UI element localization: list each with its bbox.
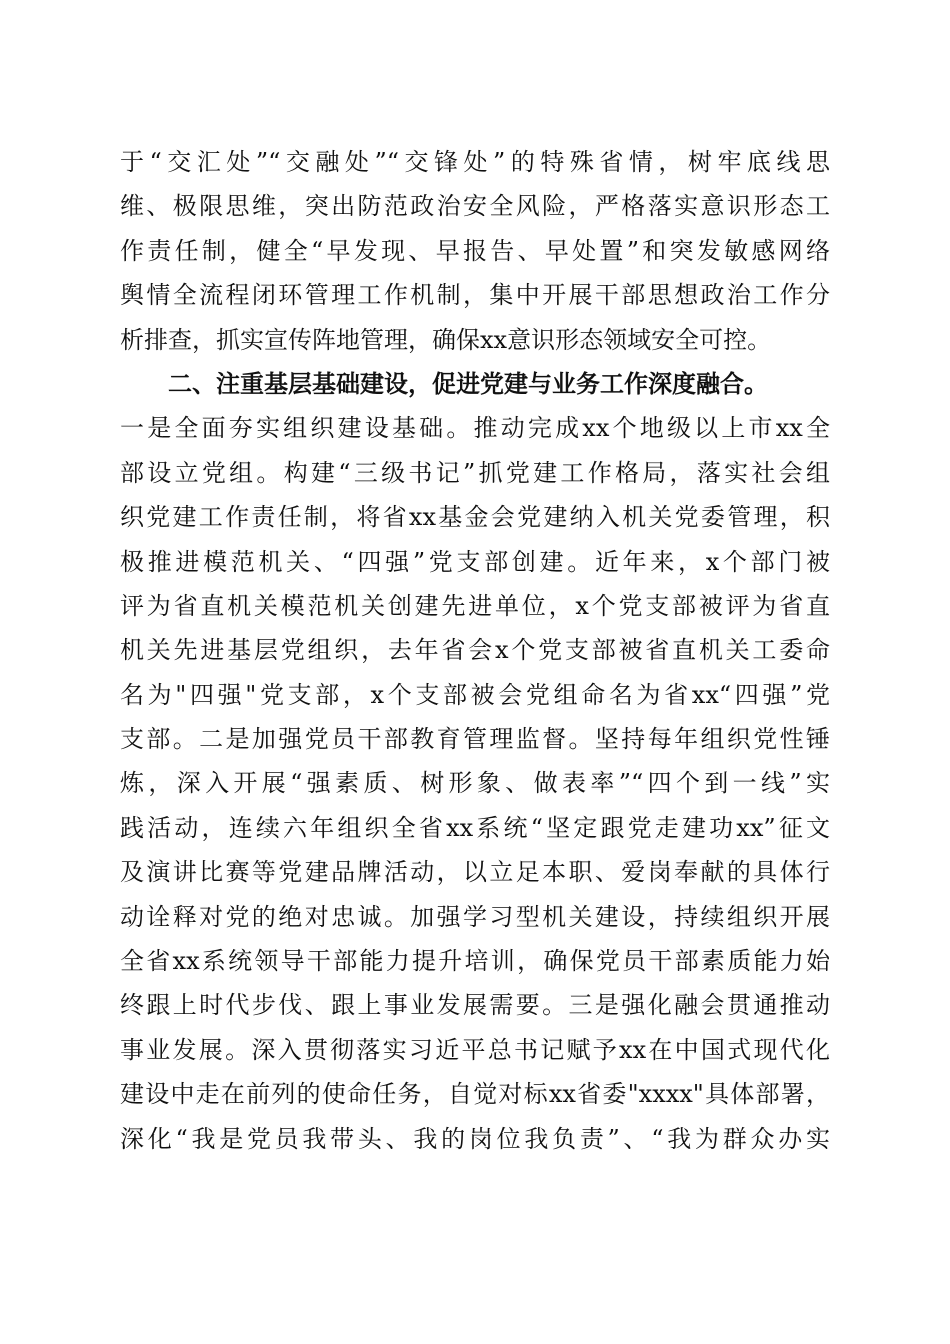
text-line-1: 于“交汇处”“交融处”“交锋处”的特殊省情，树牢底线思 [120,148,830,176]
body-text [120,140,830,1161]
text-line-2: 维、极限思维，突出防范政治安全风险，严格落实意识形态工 [120,192,830,221]
text-line-11: 评为省直机关模范机关创建先进单位，x个党支部被评为省直 [120,591,830,620]
text-line-3: 作责任制，健全“早发现、早报告、早处置”和突发敏感网络 [120,236,830,265]
text-line-12: 机关先进基层党组织，去年省会x个党支部被省直机关工委命 [120,636,830,665]
text-line-22: 建设中走在前列的使命任务，自觉对标xx省委"xxxx"具体部署， [120,1080,830,1109]
text-line-20: 终跟上时代步伐、跟上事业发展需要。三是强化融会贯通推动 [120,991,830,1020]
text-line-17: 及演讲比赛等党建品牌活动，以立足本职、爱岗奉献的具体行 [120,858,830,887]
text-line-16: 践活动，连续六年组织全省xx系统“坚定跟党走建功xx”征文 [120,813,830,842]
text-line-8: 部设立党组。构建“三级书记”抓党建工作格局，落实社会组 [120,458,830,487]
text-line-4: 舆情全流程闭环管理工作机制，集中开展干部思想政治工作分 [120,281,830,310]
text-line-18: 动诠释对党的绝对忠诚。加强学习型机关建设，持续组织开展 [120,902,830,931]
text-line-13: 名为"四强"党支部，x个支部被会党组命名为省xx“四强”党 [120,680,830,709]
text-line-14: 支部。二是加强党员干部教育管理监督。坚持每年组织党性锤 [120,725,830,754]
text-line-15: 炼，深入开展“强素质、树形象、做表率”“四个到一线”实 [120,769,830,798]
text-line-10: 极推进模范机关、“四强”党支部创建。近年来，x个部门被 [120,547,830,576]
section-heading: 二、注重基层基础建设，促进党建与业务工作深度融合。 [168,369,768,398]
text-line-5: 析排查，抓实宣传阵地管理，确保xx意识形态领域安全可控。 [120,325,772,354]
text-line-21: 事业发展。深入贯彻落实习近平总书记赋予xx在中国式现代化 [120,1035,830,1064]
text-line-9: 织党建工作责任制，将省xx基金会党建纳入机关党委管理，积 [120,503,830,532]
text-line-19: 全省xx系统领导干部能力提升培训，确保党员干部素质能力始 [120,947,830,976]
text-line-23: 深化“我是党员我带头、我的岗位我负责”、“我为群众办实 [120,1124,830,1153]
text-line-7: 一是全面夯实组织建设基础。推动完成xx个地级以上市xx全 [120,414,830,443]
